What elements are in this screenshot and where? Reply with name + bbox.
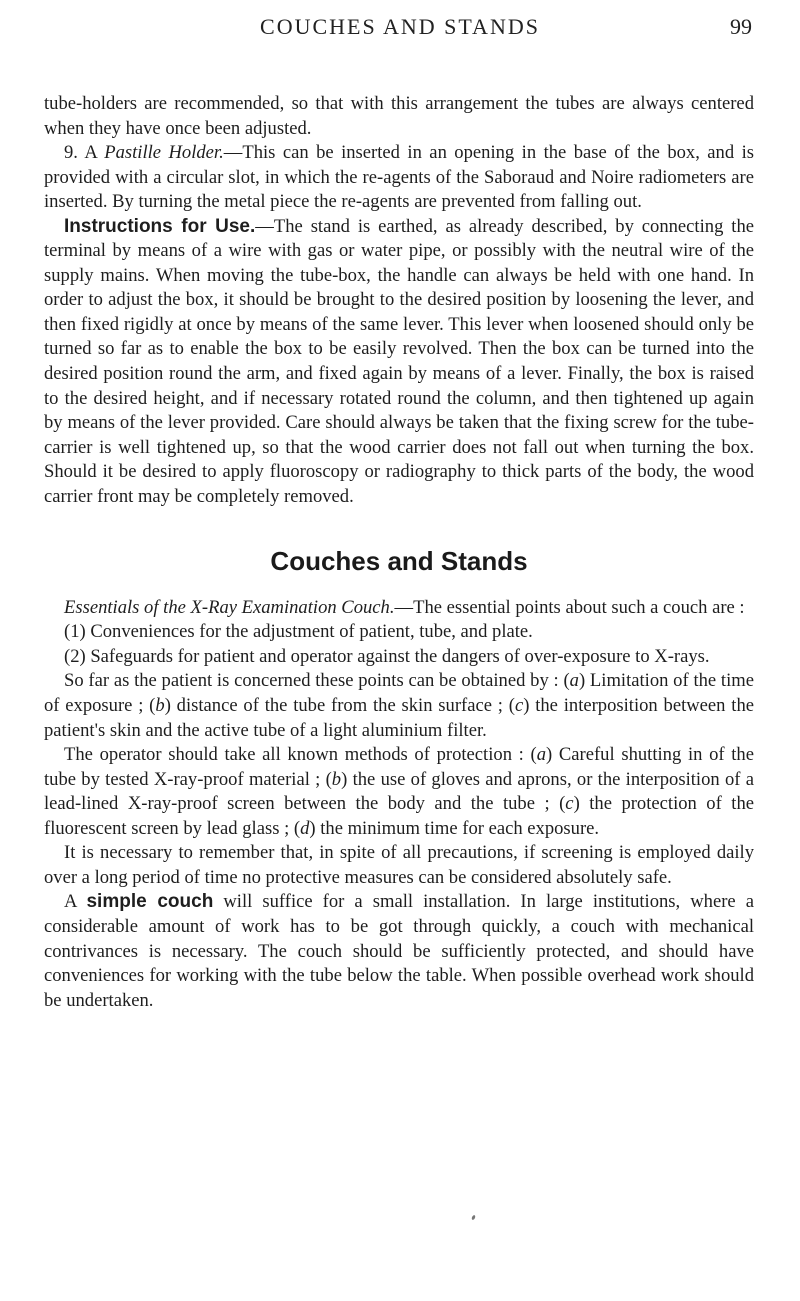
list-item-safeguards: [44, 645, 754, 670]
running-head: [0, 14, 800, 54]
paragraph-text: —This can be inserted in an opening in the base of the box, and is provided with a circular slot, in which the re-agents of the Saboraud and Noire radiometers are inserted. By turning the metal piece the re-agents are prevented from falling out.: [44, 142, 754, 213]
paragraph-text: will suffice for a small installation. In large institutions, where a considerable amount of work has to be got through quickly, a couch with mechanical contrivances is necessary. The couch should be sufficiently protected, and should have conveniences for working with the tube below the table. When possible overhead work should be undertaken.: [44, 891, 754, 1011]
paragraph-patient: [44, 669, 754, 743]
italic-heading: Essentials of the X-Ray Examination Couch.: [64, 596, 395, 618]
text-run: A: [64, 891, 87, 913]
text-run: ) the use of gloves and aprons, or the interposition of a lead-lined X-ray-proof screen between the body and the tube ; (: [44, 768, 754, 815]
item-number: 9. A: [64, 142, 105, 164]
paragraph-simple-couch: [44, 890, 754, 1013]
list-marker: d: [300, 817, 310, 839]
text-run: ) distance of the tube from the skin surface ; (: [164, 695, 515, 717]
paragraph-instructions: [44, 215, 754, 510]
text-run: ) Limitation of the time of exposure ; (: [44, 670, 754, 717]
section-heading: Couches and Stands: [270, 546, 528, 577]
paragraph-text: tube-holders are recommended, so that with this arrangement the tubes are always centered when they have once been adjusted.: [44, 93, 754, 139]
ink-speck: [471, 1215, 476, 1221]
paragraph-text: It is necessary to remember that, in spite of all precautions, if screening is employed daily over a long period of time no protective measures can be considered absolutely safe.: [44, 842, 754, 888]
run-in-heading: Instructions for Use.: [64, 215, 256, 237]
list-marker: a: [536, 744, 547, 766]
list-marker: c: [565, 793, 574, 815]
page-number: 99: [730, 14, 752, 39]
paragraph-operator: [44, 743, 754, 841]
text-run: ) Careful shutting in of the tube by tested X-ray-proof material ; (: [44, 744, 754, 790]
list-marker: c: [514, 695, 524, 717]
text-run: So far as the patient is concerned these points can be obtained by : (: [64, 670, 570, 692]
paragraph-text: —The stand is earthed, as already described, by connecting the terminal by means of a wire with gas or water pipe, or possibly with the neutral wire of the supply mains. When moving the tube-box, the handle can always be held with one hand. In order to adjust the box, it should be brought to the desired position by loosening the lever, and then fixed rigidly at once by means of the same lever. This lever when loosened should only be turned so far as to enable the box to be easily revolved. Then the box can be turned into the desired position round the arm, and fixed again by means of a lever. Finally, the box is raised to the desired height, and if necessary rotated round the column, and then tightened up again by means of the lever provided. Care should always be taken that the fixing screw for the tube-carrier is well tightened up, so that the wood carrier does not fall out when turning the box. Should it be desired to apply fluoroscopy or radiography to thick parts of the body, the wood carrier front may be completely removed.: [44, 215, 754, 507]
text-run: ) the minimum time for each exposure.: [309, 817, 600, 839]
paragraph-precautions: [44, 841, 754, 890]
paragraph-text: (1) Conveniences for the adjustment of patient, tube, and plate.: [64, 621, 533, 643]
item-title: Pastille Holder.: [104, 142, 224, 164]
body-text: [44, 92, 754, 1013]
text-run: The operator should take all known methods of protection : (: [64, 744, 537, 766]
run-in-heading: simple couch: [86, 891, 214, 913]
paragraph-text: (2) Safeguards for patient and operator against the dangers of over-exposure to X-rays.: [64, 645, 710, 667]
text-run: ) the interposition between the patient's skin and the active tube of a light aluminium filter.: [44, 695, 754, 741]
paragraph-text: —The essential points about such a couch are :: [394, 596, 745, 618]
text-run: ) the protection of the fluorescent screen by lead glass ; (: [44, 793, 754, 839]
paragraph-tube-holders: [44, 92, 754, 141]
list-marker: a: [569, 670, 579, 692]
running-title: COUCHES AND STANDS: [260, 14, 540, 39]
paragraph-pastille-holder: [44, 141, 754, 215]
list-marker: b: [155, 695, 165, 717]
list-marker: b: [331, 768, 342, 790]
paragraph-essentials: [44, 596, 754, 621]
list-item-conveniences: [44, 620, 754, 645]
